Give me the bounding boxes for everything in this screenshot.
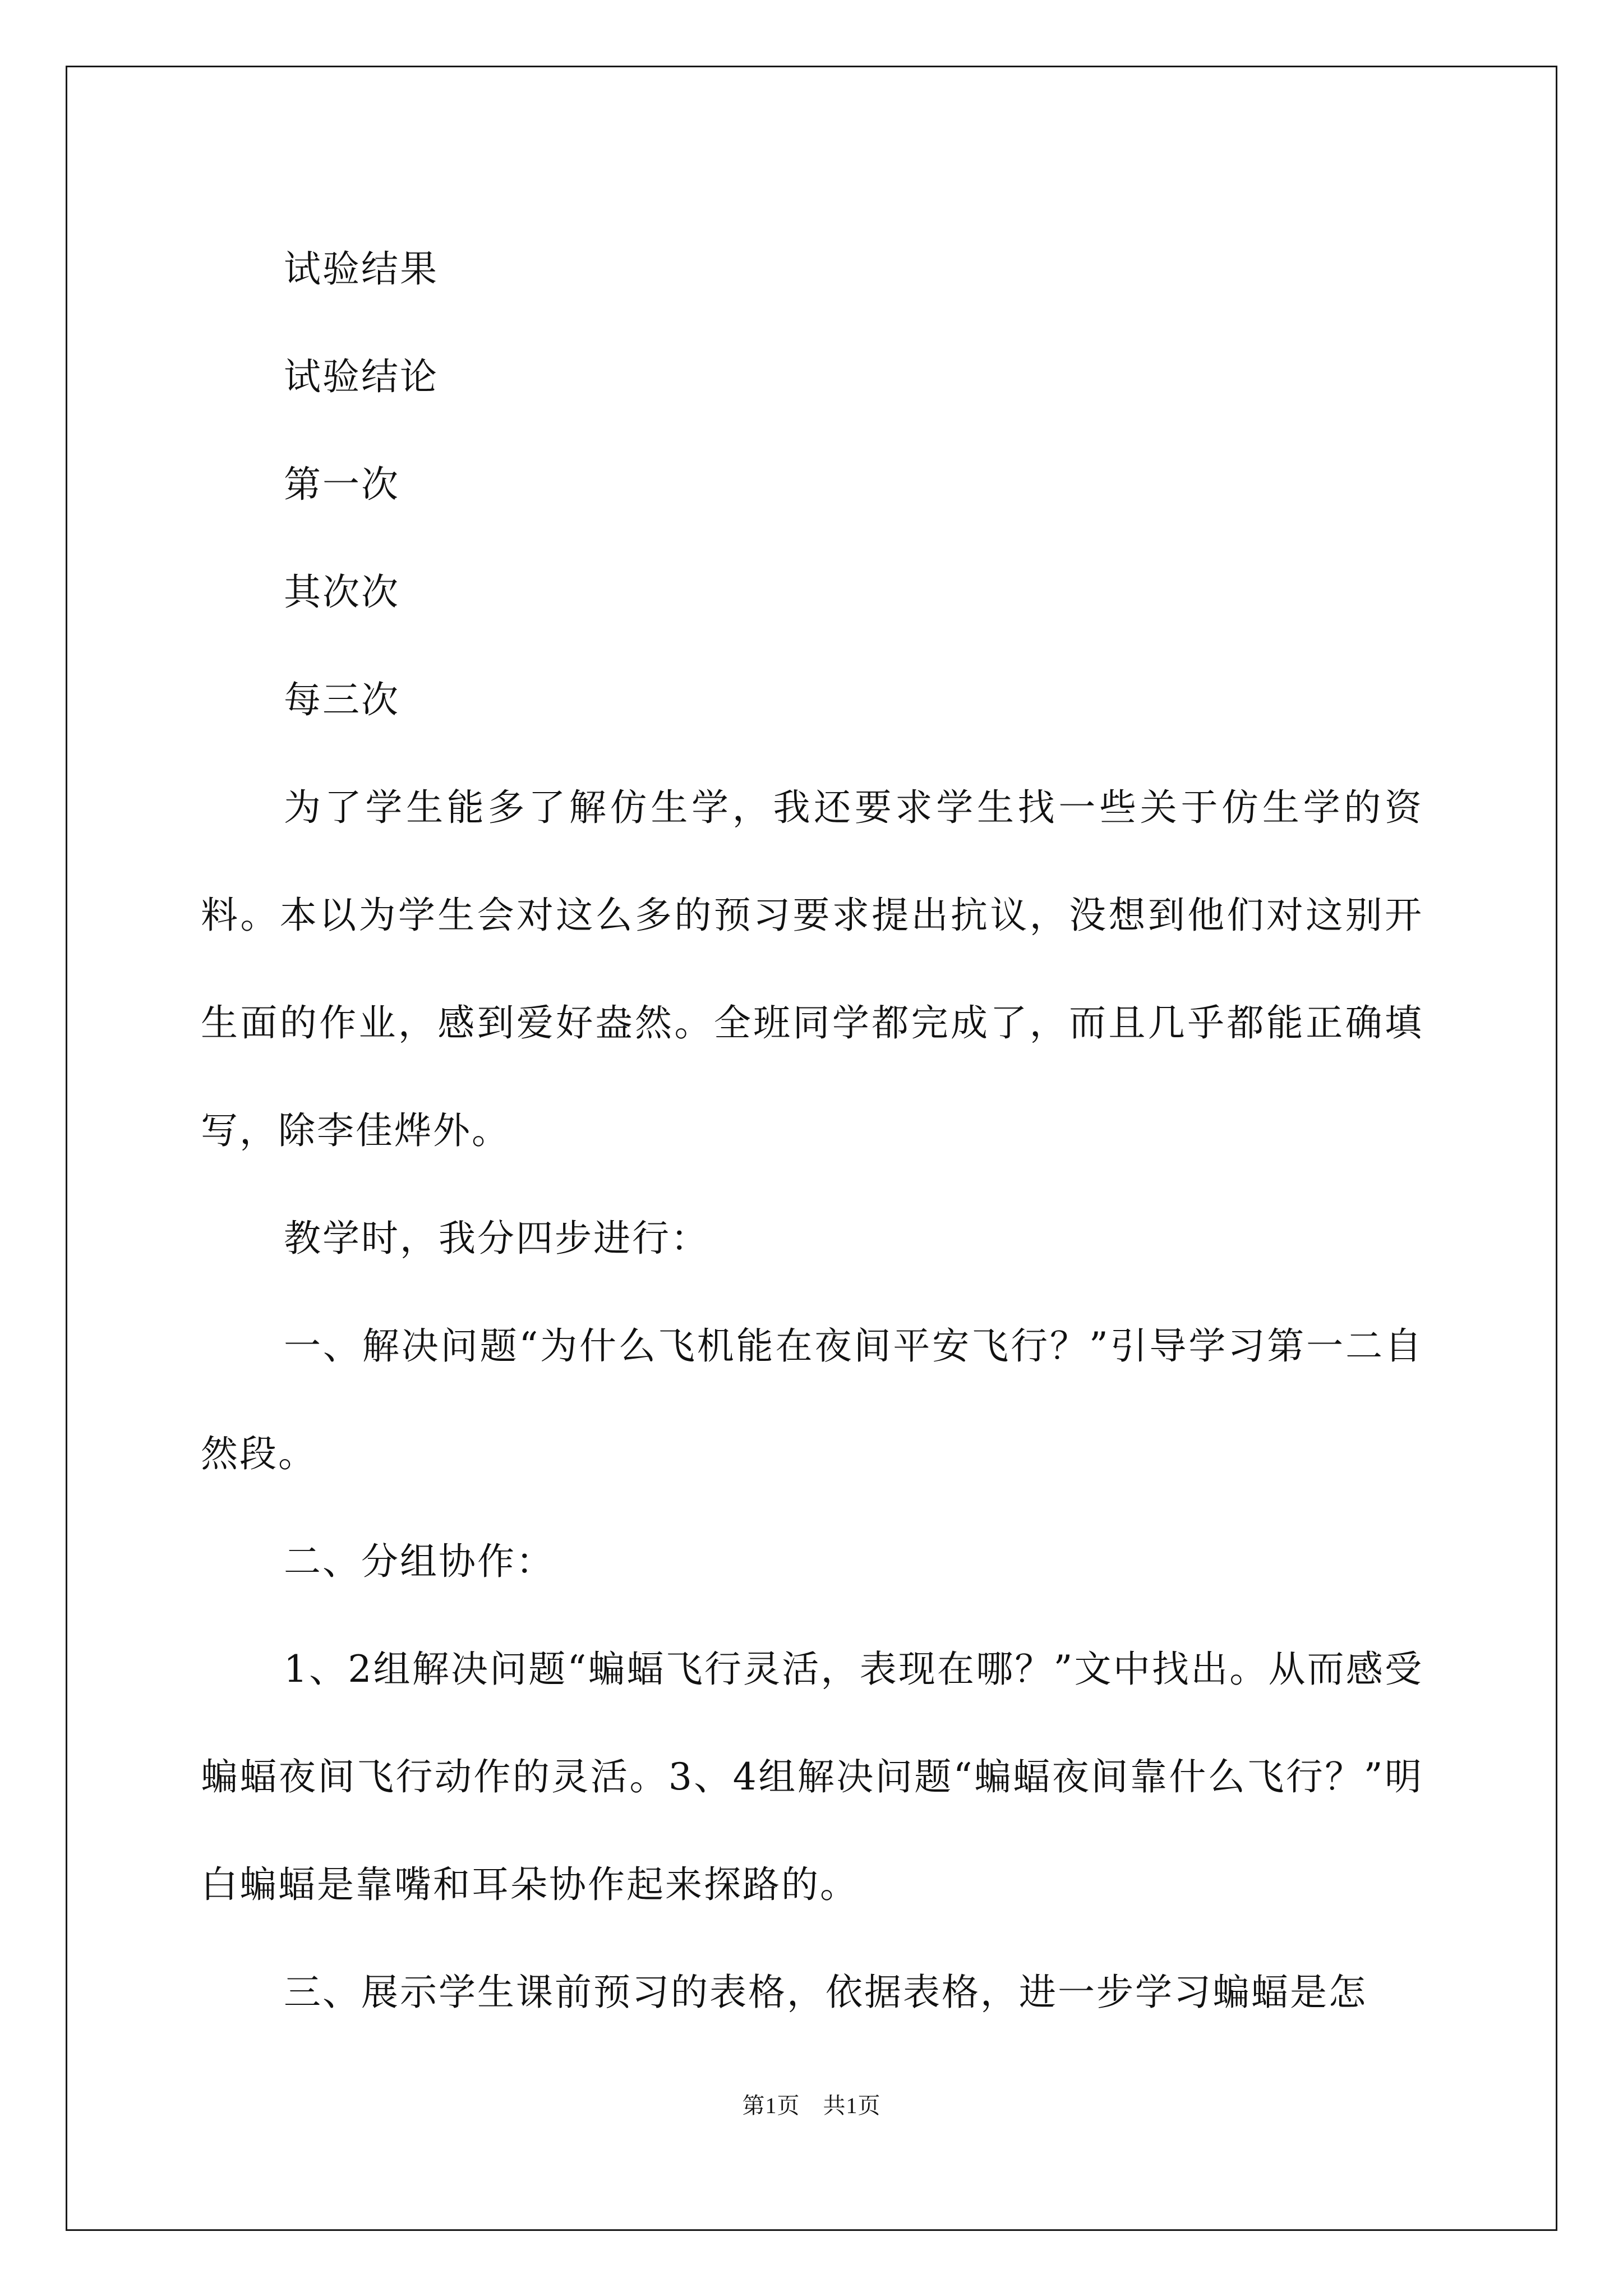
paragraph: 1、2组解决问题“蝙蝠飞行灵活，表现在哪？”文中找出。从而感受蝙蝠夜间飞行动作的灵活。3、4组解决问题“蝙蝠夜间靠什么飞行？”明白蝙蝠是靠嘴和耳朵协作起来探路的。 — [201, 1648, 1423, 1906]
page-number: 第1页 共1页 — [742, 2093, 881, 2118]
paragraph: 其次次 — [284, 570, 400, 614]
paragraph: 教学时，我分四步进行： — [284, 1217, 709, 1260]
document-body — [201, 215, 1423, 2046]
paragraph: 二、分组协作： — [284, 1540, 555, 1583]
paragraph: 试验结果 — [284, 247, 439, 291]
paragraph: 第一次 — [284, 463, 400, 506]
paragraph: 试验结论 — [284, 355, 439, 398]
paragraph: 三、展示学生课前预习的表格，依据表格，进一步学习蝙蝠是怎 — [284, 1971, 1367, 2014]
paragraph: 为了学生能多了解仿生学，我还要求学生找一些关于仿生学的资料。本以为学生会对这么多的预习要求提出抗议，没想到他们对这别开生面的作业，感到爱好盎然。全班同学都完成了，而且几乎都能正确填写，除李佳烨外。 — [201, 786, 1423, 1152]
paragraph: 每三次 — [284, 678, 400, 721]
paragraph: 一、解决问题“为什么飞机能在夜间平安飞行？”引导学习第一二自然段。 — [201, 1324, 1423, 1475]
